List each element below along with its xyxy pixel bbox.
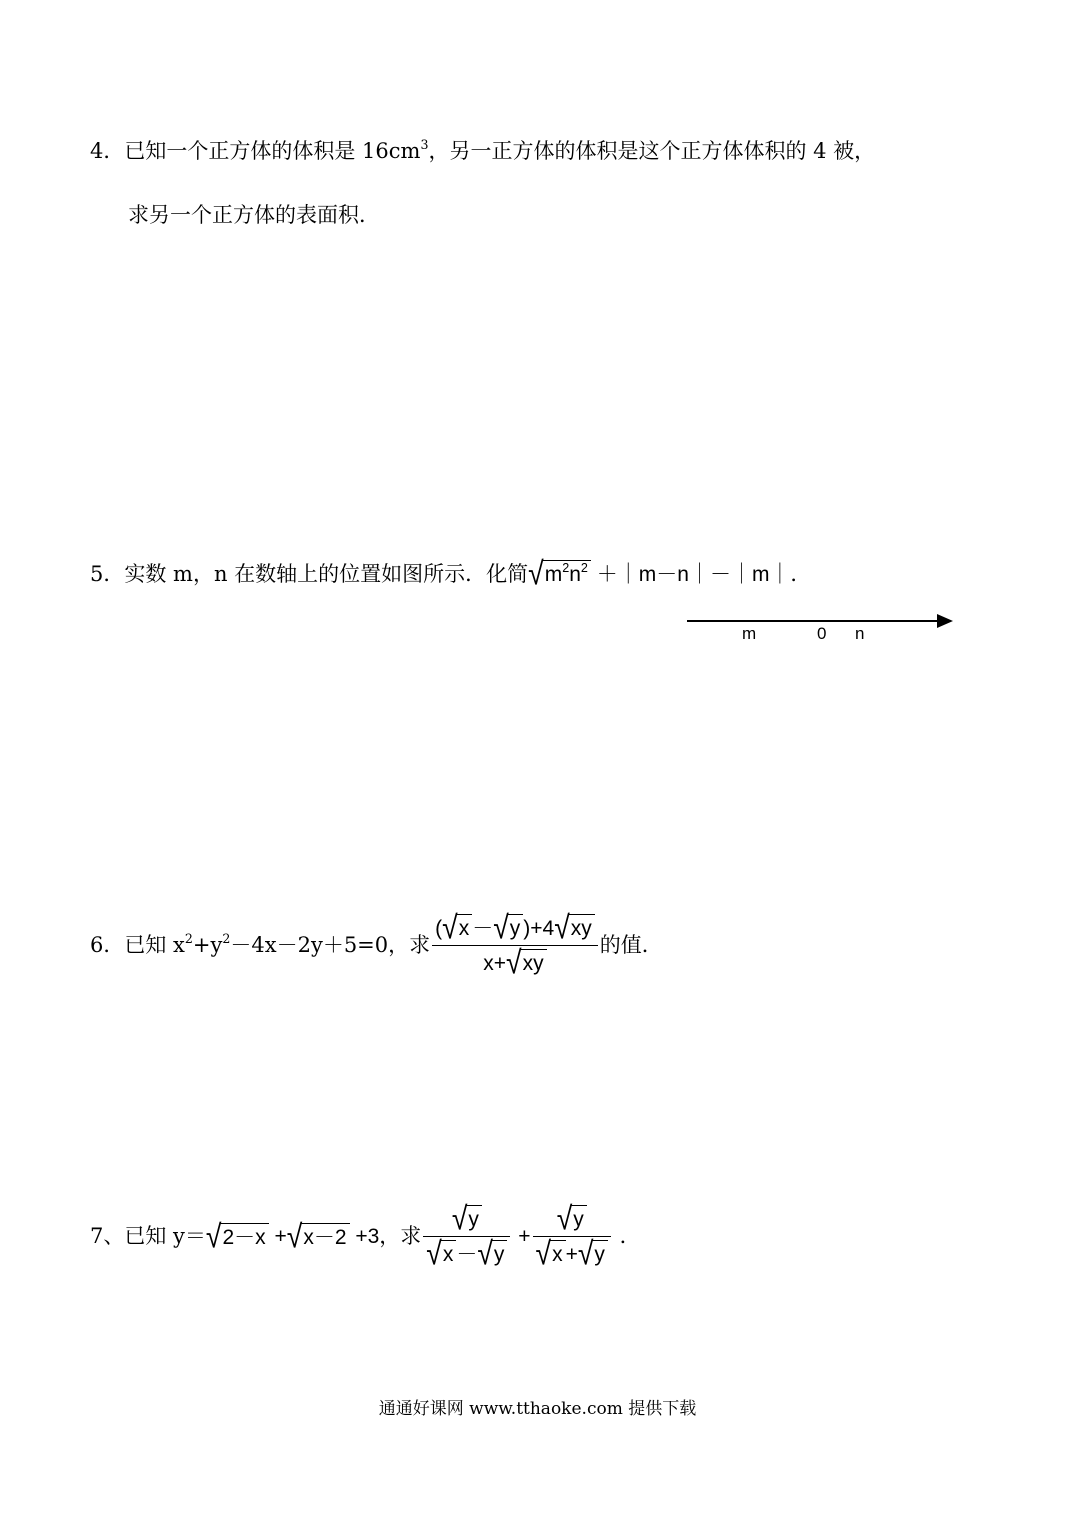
q6-mid2: －4x－2y＋5=0，求 — [230, 933, 431, 958]
sqrt-sign-icon: √ — [477, 1235, 493, 1273]
q7-f2-den-y: y — [592, 1240, 608, 1268]
q6-den-xy: xy — [521, 949, 547, 977]
sqrt-sign-icon: √ — [528, 555, 544, 593]
q7-f1-den-x: x — [441, 1240, 457, 1268]
sqrt-sign-icon: √ — [286, 1218, 303, 1256]
q7-radical-2 — [286, 1218, 350, 1256]
q7-rad2-body: x－2 — [301, 1223, 349, 1251]
number-line-label-n: n — [855, 624, 865, 643]
q6-prefix — [90, 931, 431, 958]
q7-suffix: ． — [612, 1224, 641, 1249]
q7-plus: + — [512, 1225, 531, 1249]
q6-numerator — [432, 909, 598, 947]
q7-plus1: + — [268, 1225, 287, 1249]
sqrt-sign-icon: √ — [535, 1235, 552, 1273]
question-7 — [90, 1200, 641, 1273]
sqrt-sign-icon: √ — [442, 909, 458, 947]
q5-suffix: ＋｜m－n｜－｜m｜． — [590, 562, 812, 586]
q5-rad-m: m — [544, 563, 563, 586]
sqrt-sign-icon: √ — [493, 909, 509, 947]
number-line-label-m: m — [742, 624, 757, 643]
q7-f2-num: y — [571, 1205, 587, 1233]
q6-open-paren: ( — [435, 916, 443, 940]
question-4-line1 — [90, 137, 876, 163]
q5-radical — [528, 555, 591, 593]
q6-mid1: +y — [192, 933, 223, 958]
q6-num-plus4: )+4 — [523, 916, 555, 940]
q6-num-minus: － — [472, 916, 494, 940]
q7-fraction-2 — [533, 1200, 611, 1273]
sqrt-sign-icon: √ — [554, 909, 570, 947]
q7-f1-den-y: y — [492, 1240, 508, 1268]
sqrt-sign-icon: √ — [577, 1235, 594, 1273]
sqrt-sign-icon: √ — [451, 1200, 468, 1238]
sqrt-sign-icon: √ — [426, 1235, 442, 1273]
q6-num-y: y — [508, 914, 524, 942]
arrow-right-icon — [937, 614, 953, 628]
q6-num-x: x — [457, 914, 473, 942]
q7-f1-num: y — [466, 1205, 482, 1233]
question-6 — [90, 909, 663, 982]
question-5 — [90, 555, 812, 593]
sqrt-sign-icon: √ — [205, 1218, 222, 1256]
sqrt-sign-icon: √ — [556, 1200, 573, 1238]
q6-num-xy: xy — [569, 914, 595, 942]
q6-den-x: x+ — [483, 952, 507, 976]
q5-prefix: 5．实数 m，n 在数轴上的位置如图所示．化简 — [90, 561, 529, 586]
q7-f2-den-x: x — [550, 1240, 566, 1268]
q4-text-suffix: ，另一正方体的体积是这个正方体体积的 4 被， — [428, 139, 876, 163]
q7-f1-den-op: － — [456, 1243, 478, 1267]
q7-rad1-body: 2－x — [220, 1223, 268, 1251]
question-4-line2: 求另一个正方体的表面积． — [128, 203, 380, 227]
q5-rad-n: n — [569, 563, 581, 586]
q6-denominator — [480, 944, 549, 982]
q7-plus3: +3，求 — [349, 1225, 422, 1249]
q6-suffix: 的值． — [599, 933, 663, 958]
q7-f2-den-op: + — [565, 1243, 578, 1267]
q6-prefix-text: 6．已知 x — [90, 933, 185, 958]
q5-rad-sup1: 2 — [562, 561, 570, 576]
q6-sup2: 2 — [222, 931, 231, 947]
q4-text-prefix: 4．已知一个正方体的体积是 16cm — [90, 139, 421, 163]
q6-fraction — [432, 909, 598, 982]
number-line-axis — [687, 620, 939, 622]
number-line-label-0: 0 — [817, 624, 827, 643]
q4-superscript: 3 — [420, 137, 429, 153]
q7-prefix: 7、已知 y＝ — [90, 1224, 206, 1249]
q7-fraction-1 — [423, 1200, 510, 1273]
q5-rad-sup2: 2 — [580, 561, 588, 576]
q7-radical-1 — [205, 1218, 269, 1256]
page-footer: 通通好课网 www.tthaoke.com 提供下载 — [378, 1399, 697, 1419]
q6-sup1: 2 — [184, 931, 193, 947]
sqrt-sign-icon: √ — [506, 944, 522, 982]
